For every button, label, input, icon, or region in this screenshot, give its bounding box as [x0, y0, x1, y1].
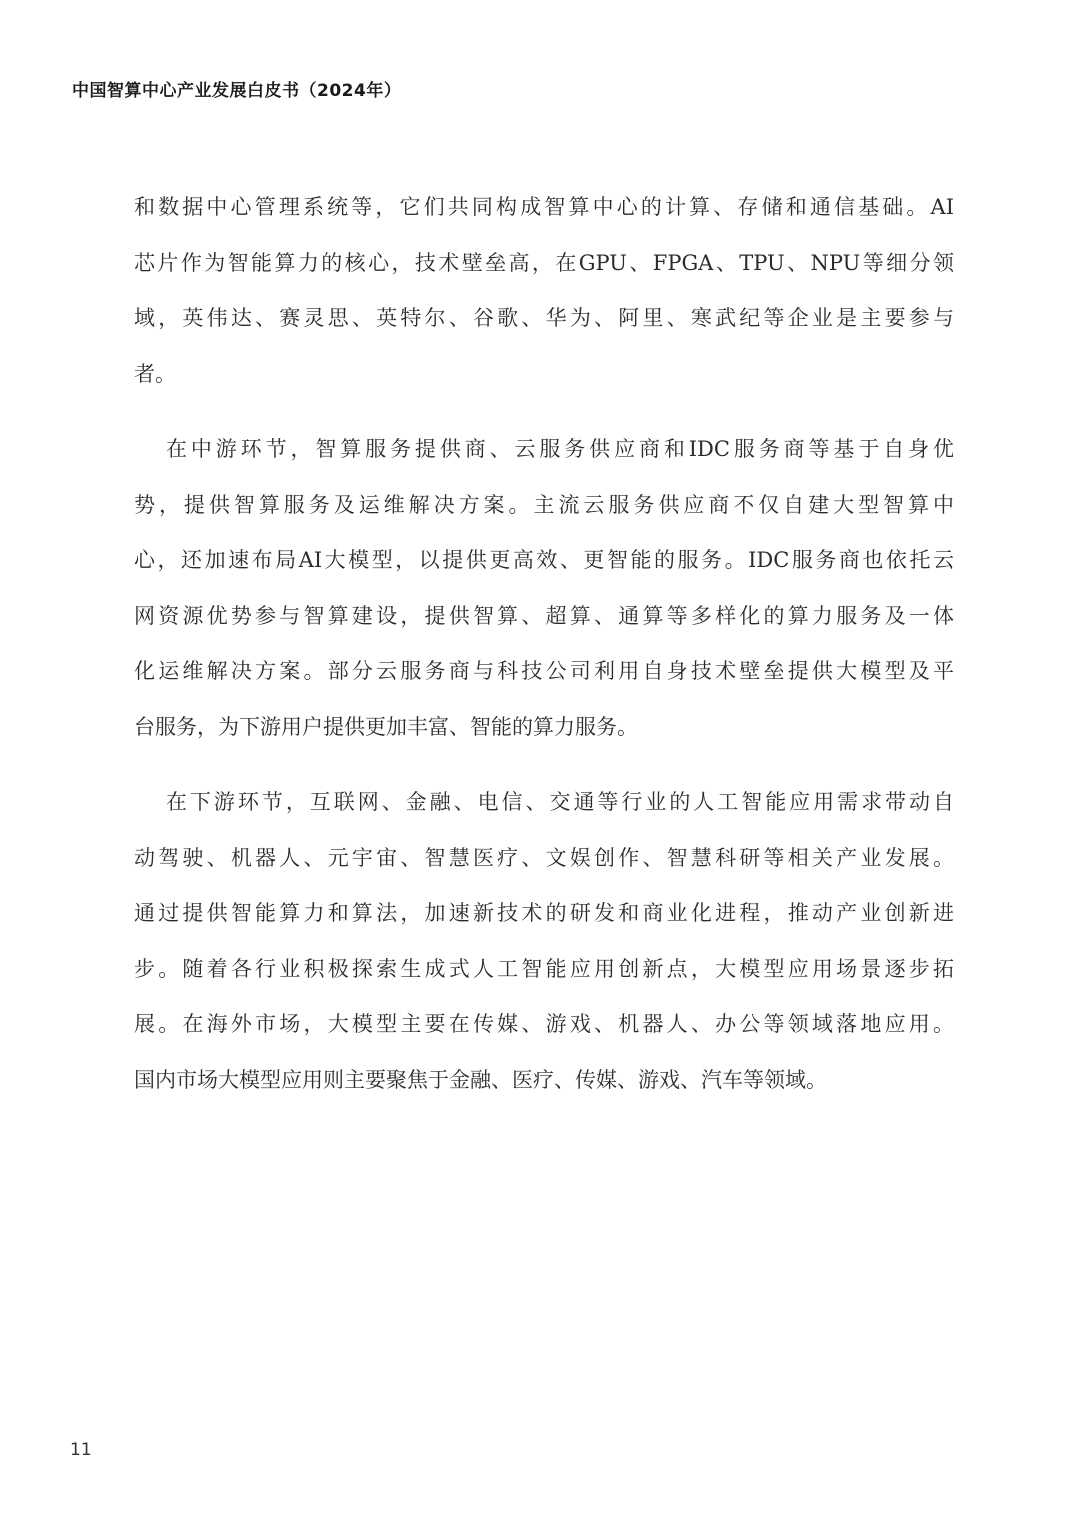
page-number: 11 — [70, 1440, 92, 1460]
paragraph-1-line-4: 者。 — [134, 361, 176, 386]
paragraph-1-line-3: 域，英伟达、赛灵思、英特尔、谷歌、华为、阿里、寒武纪等企业是主要参与 — [134, 306, 954, 330]
paragraph-3-line-2: 动驾驶、机器人、元宇宙、智慧医疗、文娱创作、智慧科研等相关产业发展。 — [134, 845, 954, 870]
paragraph-2-line-6: 台服务，为下游用户提供更加丰富、智能的算力服务。 — [134, 714, 638, 739]
paragraph-gap — [134, 760, 954, 780]
document-header-title: 中国智算中心产业发展白皮书（2024年） — [72, 81, 402, 101]
paragraph-1-line-2: 芯片作为智能算力的核心，技术壁垒高，在GPU、FPGA、TPU、NPU等细分领 — [134, 250, 954, 275]
paragraph-3-line-6: 国内市场大模型应用则主要聚焦于金融、医疗、传媒、游戏、汽车等领域。 — [134, 1067, 827, 1092]
paragraph-1-line-1: 和数据中心管理系统等，它们共同构成智算中心的计算、存储和通信基础。AI — [134, 195, 954, 219]
body-text — [134, 185, 954, 1113]
paragraph-2-line-1: 在中游环节，智算服务提供商、云服务供应商和IDC服务商等基于自身优 — [166, 437, 954, 461]
paragraph-3-line-1: 在下游环节，互联网、金融、电信、交通等行业的人工智能应用需求带动自 — [166, 790, 954, 814]
paragraph-3-line-4: 步。随着各行业积极探索生成式人工智能应用创新点，大模型应用场景逐步拓 — [134, 956, 954, 981]
paragraph-2-line-4: 网资源优势参与智算建设，提供智算、超算、通算等多样化的算力服务及一体 — [134, 603, 954, 628]
paragraph-3-line-3: 通过提供智能算力和算法，加速新技术的研发和商业化进程，推动产业创新进 — [134, 901, 954, 925]
paragraph-2-line-5: 化运维解决方案。部分云服务商与科技公司利用自身技术壁垒提供大模型及平 — [134, 659, 954, 683]
paragraph-2-line-2: 势，提供智算服务及运维解决方案。主流云服务供应商不仅自建大型智算中 — [134, 492, 954, 517]
paragraph-2-line-3: 心，还加速布局AI大模型，以提供更高效、更智能的服务。IDC服务商也依托云 — [134, 548, 954, 572]
paragraph-gap — [134, 407, 954, 427]
paragraph-3-line-5: 展。在海外市场，大模型主要在传媒、游戏、机器人、办公等领域落地应用。 — [134, 1012, 954, 1036]
